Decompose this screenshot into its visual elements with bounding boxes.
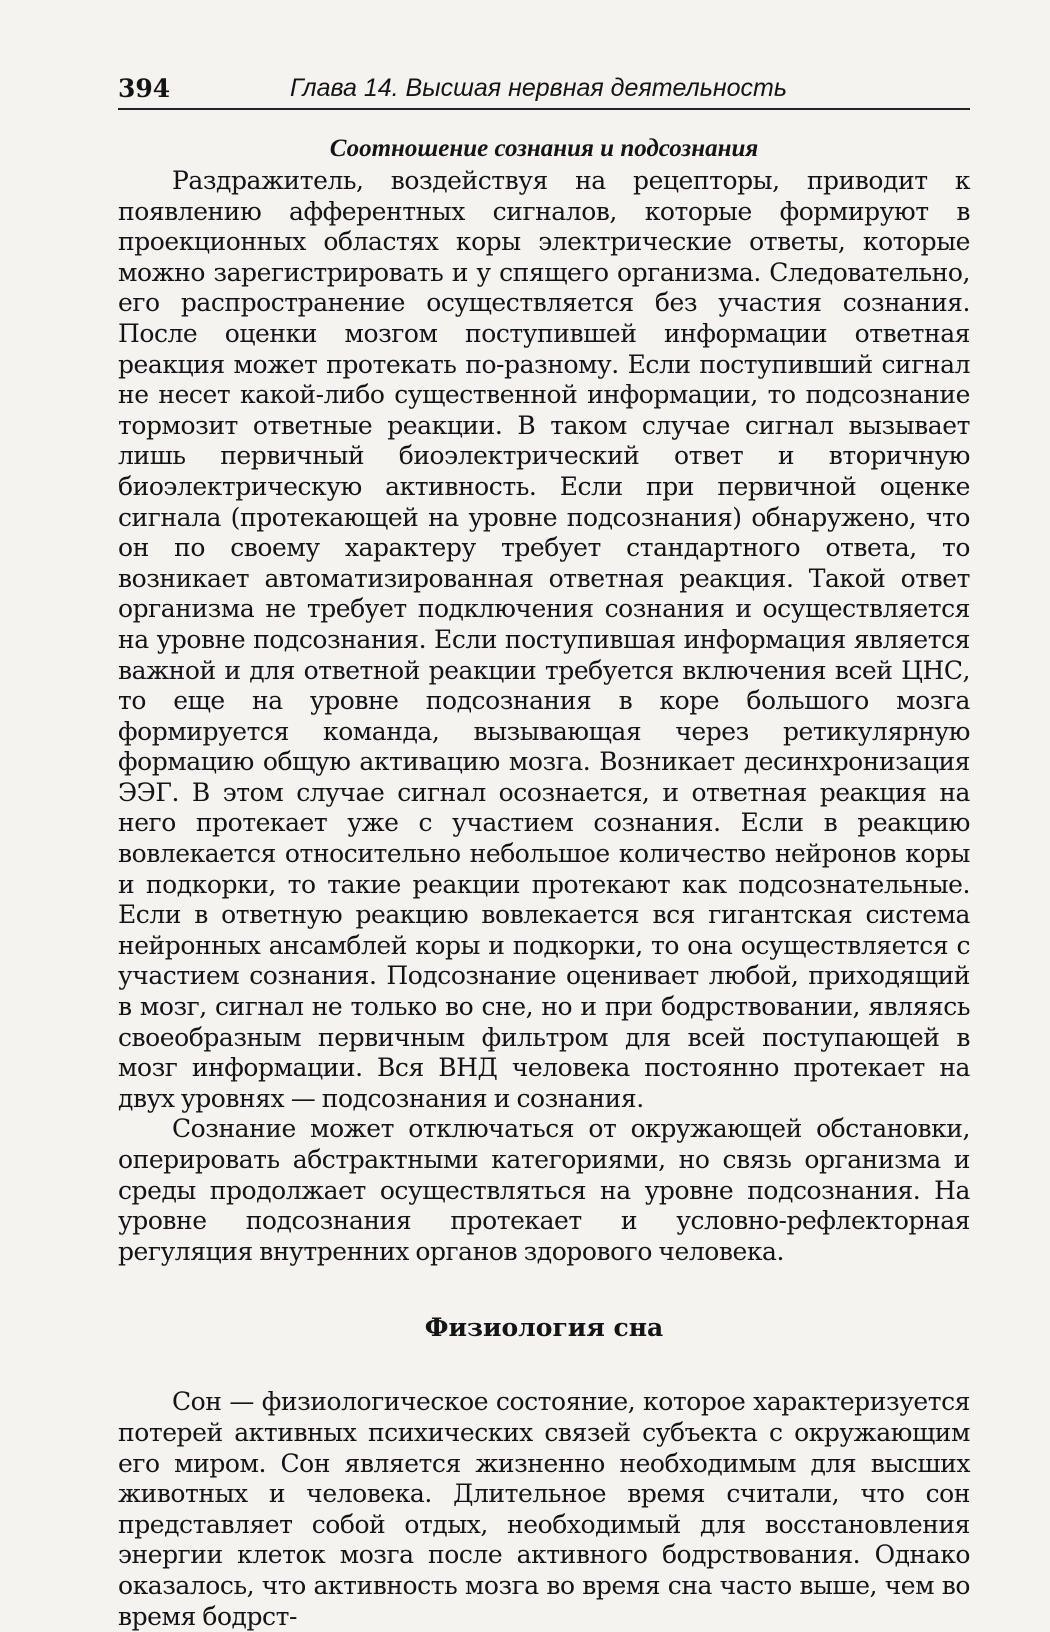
chapter-title: Глава 14. Высшая нервная деятельность <box>290 74 788 102</box>
page-number: 394 <box>118 74 171 103</box>
paragraph: Сон — физиологическое состояние, которое характеризуется потерей активных психических связей субъекта с окружающим его миром. Сон является жизненно необходимым для высших животных и человека. Длительное время считали, что сон представляет собой отдых, необходимый для восстановления энергии клеток мозга после активного бодрствования. Однако оказалось, что активность мозга во время сна часто выше, чем во время бодрст- <box>118 1387 970 1631</box>
subsection-title: Соотношение сознания и подсознания <box>329 135 759 162</box>
running-header <box>118 70 970 110</box>
paragraph: Раздражитель, воздействуя на рецепторы, приводит к появлению афферентных сигналов, которые формируют в проекционных областях коры электрические ответы, которые можно зарегистрировать и у спящего организма. Следовательно, его распространение осуществляется без участия сознания. После оценки мозгом поступившей информации ответная реакция может протекать по-разному. Если поступивший сигнал не несет какой-либо существенной информации, то подсознание тормозит ответные реакции. В таком случае сигнал вызывает лишь первичный биоэлектрический ответ и вторичную биоэлектрическую активность. Если при первичной оценке сигнала (протекающей на уровне подсознания) обнаружено, что он по своему характеру требует стандартного ответа, то возникает автоматизированная ответная реакция. Такой ответ организма не требует подключения сознания и осуществляется на уровне подсознания. Если поступившая информация является важной и для ответной реакции требуется включения всей ЦНС, то еще на уровне подсознания в коре большого мозга формируется команда, вызывающая через ретикулярную формацию общую активацию мозга. Возникает десинхронизация ЭЭГ. В этом случае сигнал осознается, и ответная реакция на него протекает уже с участием сознания. Если в реакцию вовлекается относительно небольшое количество нейронов коры и подкорки, то такие реакции протекают как подсознательные. Если в ответную реакцию вовлекается вся гигантская система нейронных ансамблей коры и подкорки, то она осуществляется с участием сознания. Подсознание оценивает любой, приходящий в мозг, сигнал не только во сне, но и при бодрствовании, являясь своеобразным первичным фильтром для всей поступающей в мозг информации. Вся ВНД человека постоянно протекает на двух уровнях — подсознания и сознания. <box>118 166 970 1113</box>
paragraph: Сознание может отключаться от окружающей обстановки, оперировать абстрактными категориями, но связь организма и среды продолжает осуществляться на уровне подсознания. На уровне подсознания протекает и условно-рефлекторная регуляция внутренних органов здорового человека. <box>118 1114 970 1266</box>
page-body <box>118 134 970 1632</box>
section-title: Физиология сна <box>424 1313 664 1343</box>
